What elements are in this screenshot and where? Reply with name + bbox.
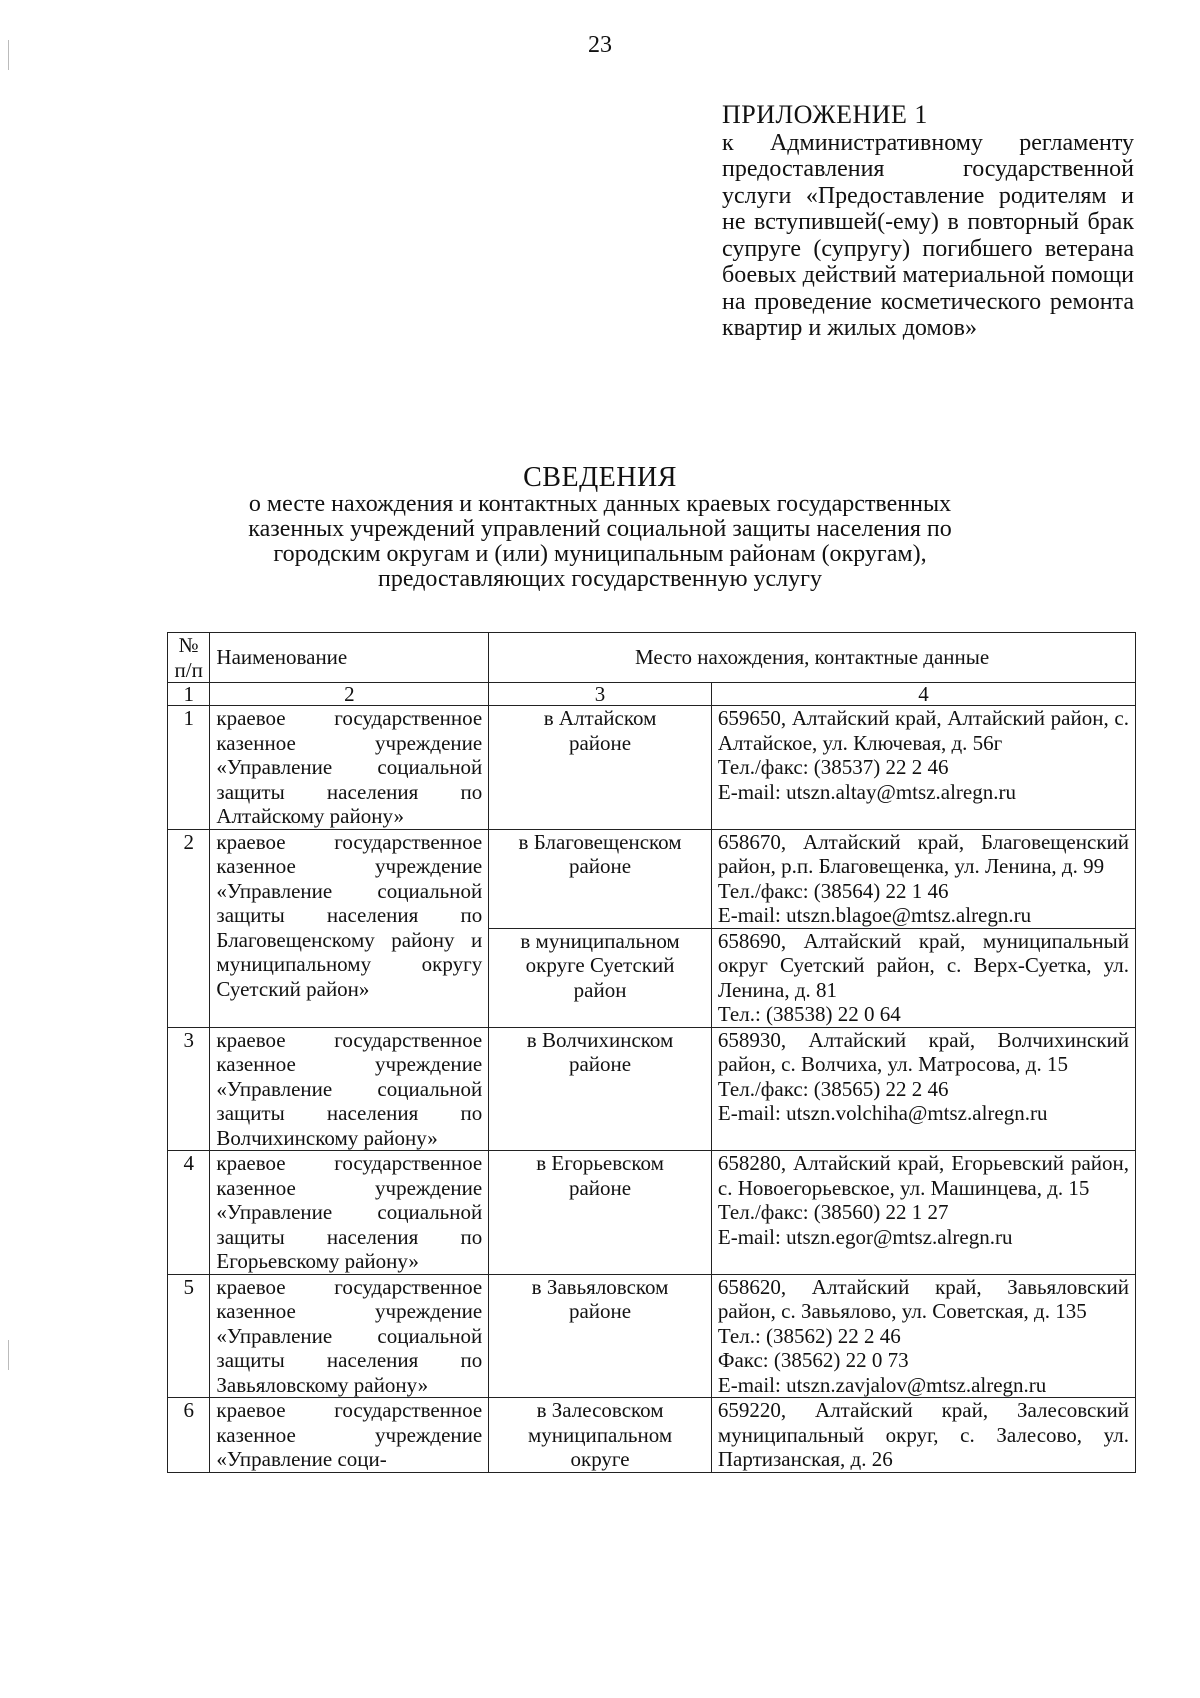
location-area (489, 1151, 712, 1275)
appendix-text: к Административному регламенту предоставления государственной услуги «Предоставление родителям и не вступившей(-ему) в повторный брак супруге (супругу) погибшего ветерана боевых действий материальной помощи на проведение косметического ремонта квартир и жилых домов» (722, 129, 1134, 341)
document-heading (220, 462, 980, 592)
heading-subtitle: о месте нахождения и контактных данных краевых государственных казенных учреждений управлений социальной защиты населения по городским округам и (или) муниципальным районам (округам), предоставляющих государственную услугу (248, 491, 952, 592)
institution-name: краевое государственное казенное учреждение «Управление соци- (210, 1398, 489, 1473)
row-number: 2 (168, 829, 210, 1027)
table-row (168, 1274, 1136, 1398)
appendix-block (722, 102, 1134, 342)
contact-details (711, 829, 1135, 928)
column-number: 3 (489, 683, 712, 706)
contact-details-text: 659220, Алтайский край, Залесовский муниципальный округ, с. Залесово, ул. Партизанская, д. 26 (717, 1398, 1129, 1471)
column-number: 2 (210, 683, 489, 706)
row-number: 6 (168, 1398, 210, 1473)
location-area-text: в Егорьевском районе (536, 1151, 664, 1200)
contact-details (711, 928, 1135, 1027)
location-area (489, 1398, 712, 1473)
column-number-row (168, 683, 1136, 706)
institution-name: краевое государственное казенное учреждение «Управление социальной защиты населения по Алтайскому району» (210, 706, 489, 830)
contact-details-text: 659650, Алтайский край, Алтайский район, с. Алтайское, ул. Ключевая, д. 56г Тел./факс: (38537) 22 2 46 E-mail: utszn.altay@mtsz.alregn.ru (717, 706, 1129, 804)
contact-details (711, 1027, 1135, 1151)
institution-name: краевое государственное казенное учреждение «Управление социальной защиты населения по Благовещенскому району и муниципальному округу Суетский район» (210, 829, 489, 1027)
scan-margin-mark (8, 1340, 9, 1370)
institution-name: краевое государственное казенное учреждение «Управление социальной защиты населения по Завьяловскому району» (210, 1274, 489, 1398)
contact-details (711, 706, 1135, 830)
table-row (168, 829, 1136, 928)
appendix-title: ПРИЛОЖЕНИЕ 1 (722, 100, 928, 129)
contact-details-text: 658280, Алтайский край, Егорьевский район, с. Новоегорьевское, ул. Машинцева, д. 15 Тел./факс: (38560) 22 1 27 E-mail: utszn.egor@mtsz.alregn.ru (717, 1151, 1129, 1249)
location-area-text: в Залесовском муниципальном округе (527, 1398, 673, 1471)
contact-details-text: 658690, Алтайский край, муниципальный округ Суетский район, с. Верх-Суетка, ул. Ленина, д. 81 Тел.: (38538) 22 0 64 (717, 928, 1129, 1026)
table-row (168, 706, 1136, 830)
contact-details (711, 1274, 1135, 1398)
page-number: 23 (588, 32, 612, 58)
location-area (489, 1274, 712, 1398)
table-row (168, 1027, 1136, 1151)
heading-title: СВЕДЕНИЯ (523, 462, 677, 493)
institution-name: краевое государственное казенное учреждение «Управление социальной защиты населения по Егорьевскому району» (210, 1151, 489, 1275)
table-header-row (168, 633, 1136, 683)
header-location: Место нахождения, контактные данные (489, 633, 1136, 683)
column-number: 4 (711, 683, 1135, 706)
institution-name: краевое государственное казенное учреждение «Управление социальной защиты населения по Волчихинскому району» (210, 1027, 489, 1151)
table-row (168, 1151, 1136, 1275)
location-area-text: в муниципальном округе Суетский район (520, 928, 680, 1002)
table-row (168, 1398, 1136, 1473)
header-num: № п/п (168, 633, 210, 683)
row-number: 5 (168, 1274, 210, 1398)
row-number: 1 (168, 706, 210, 830)
location-area (489, 928, 712, 1027)
contact-details (711, 1398, 1135, 1473)
contact-details (711, 1151, 1135, 1275)
location-area-text: в Волчихинском районе (526, 1027, 674, 1076)
location-area-text: в Завьяловском районе (531, 1274, 669, 1323)
contact-details-text: 658620, Алтайский край, Завьяловский район, с. Завьялово, ул. Советская, д. 135 Тел.: (38562) 22 2 46 Факс: (38562) 22 0 73 E-mail: utszn.zavjalov@mtsz.alregn.ru (717, 1274, 1129, 1397)
location-area (489, 829, 712, 928)
row-number: 3 (168, 1027, 210, 1151)
location-area (489, 706, 712, 830)
row-number: 4 (168, 1151, 210, 1275)
contact-details-text: 658930, Алтайский край, Волчихинский район, с. Волчиха, ул. Матросова, д. 15 Тел./факс: (38565) 22 2 46 E-mail: utszn.volchiha@mtsz.alregn.ru (717, 1027, 1129, 1125)
header-name: Наименование (210, 633, 489, 683)
location-area (489, 1027, 712, 1151)
contact-details-text: 658670, Алтайский край, Благовещенский район, р.п. Благовещенка, ул. Ленина, д. 99 Тел./факс: (38564) 22 1 46 E-mail: utszn.blagoe@mtsz.alregn.ru (717, 829, 1129, 927)
location-area-text: в Алтайском районе (543, 706, 657, 755)
institutions-table (167, 632, 1136, 1473)
location-area-text: в Благовещенском районе (518, 829, 682, 878)
column-number: 1 (168, 683, 210, 706)
